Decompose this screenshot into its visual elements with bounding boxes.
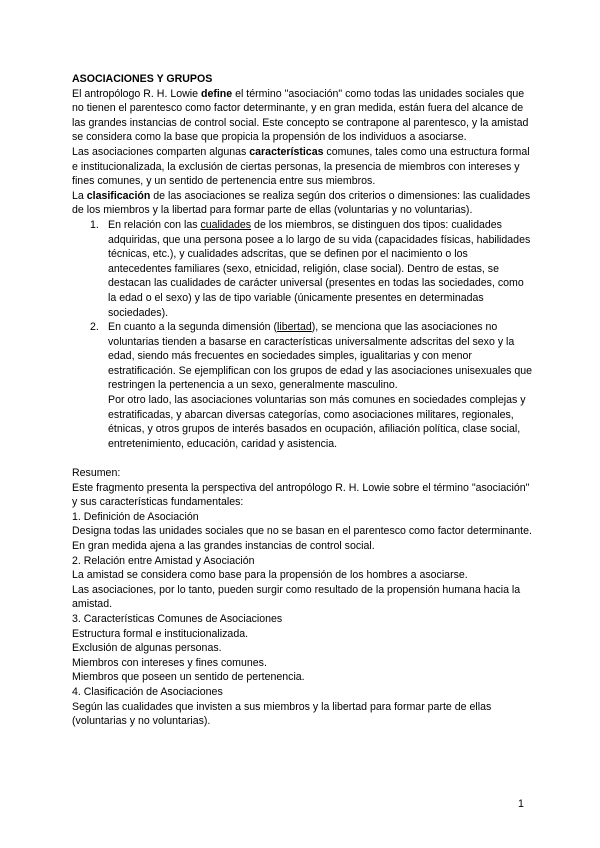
page-number: 1 <box>518 798 524 810</box>
paragraph-definition <box>72 87 532 145</box>
bold-term: clasificación <box>86 189 151 202</box>
summary-line: Según las cualidades que invisten a sus miembros y la libertad para formar parte de ellas (voluntarias y no voluntarias). <box>72 700 492 728</box>
list-item <box>72 218 532 320</box>
text-run: comunes, tales como una estructura formal e institucionalizada, la exclusión de ciertas personas, la presencia de miembros con intereses y fines comunes, y un sentido de pertenencia entre sus miembros. <box>72 145 530 188</box>
text-run: En relación con las <box>108 218 201 231</box>
summary-heading: Resumen: <box>72 467 121 480</box>
bold-term: define <box>200 87 233 100</box>
text-run: La <box>72 189 87 202</box>
summary-line: Designa todas las unidades sociales que no se basan en el parentesco como factor determinante. <box>72 525 532 538</box>
text-run: ), se menciona que las asociaciones no voluntarias tienden a basarse en características universalmente adscritas del sexo y la edad, siendo más frecuentes en sociedades simples, igualitarias y con menor estratificación. Se ejemplifican con los grupos de edad y las asociaciones unisexuales que restringen la pertenencia a un sexo, generalmente masculino. <box>108 321 532 392</box>
text-run: de las asociaciones se realiza según dos criterios o dimensiones: las cualidades de los miembros y la libertad para formar parte de ellas (voluntarias y no voluntarias). <box>72 189 531 217</box>
bold-term: características <box>249 145 324 158</box>
summary-line: La amistad se considera como base para la propensión de los hombres a asociarse. <box>72 569 468 582</box>
summary-line: Exclusión de algunas personas. <box>72 642 222 655</box>
summary-section-heading: 2. Relación entre Amistad y Asociación <box>72 554 255 567</box>
summary-section-heading: 3. Características Comunes de Asociaciones <box>72 612 283 625</box>
document-page <box>72 72 532 729</box>
summary-line: Estructura formal e institucionalizada. <box>72 627 249 640</box>
list-number: 2. <box>90 321 99 334</box>
list-number: 1. <box>90 218 99 231</box>
text-run: de los miembros, se distinguen dos tipos: cualidades adquiridas, que una persona posee a lo largo de su vida (capacidades físicas, habilidades técnicas, etc.), y cualidades adscritas, que se definen por el nacimiento o los antecedentes familiares (sexo, etnicidad, religión, clase social). Dentro de estas, se destacan las cualidades de carácter universal (presentes en todas las sociedades, como la edad o el sexo) y las de tipo variable (únicamente presentes en determinadas sociedades). <box>108 218 531 319</box>
paragraph-classification <box>72 189 532 218</box>
summary-intro: Este fragmento presenta la perspectiva del antropólogo R. H. Lowie sobre el término "asociación" y sus características fundamentales: <box>72 481 530 509</box>
summary-line: Miembros que poseen un sentido de pertenencia. <box>72 671 305 684</box>
spacer <box>72 451 532 466</box>
list-item-continuation: Por otro lado, las asociaciones voluntarias son más comunes en sociedades complejas y estratificadas, y abarcan diversas categorías, como asociaciones militares, regionales, étnicas, y otros grupos de interés basados en ocupación, afiliación política, clase social, entretenimiento, educación, caridad y asistencia. <box>108 394 526 450</box>
summary-line: Las asociaciones, por lo tanto, pueden surgir como resultado de la propensión humana hacia la amistad. <box>72 583 521 611</box>
summary-section-heading: 4. Clasificación de Asociaciones <box>72 685 223 698</box>
underlined-term: libertad <box>277 321 312 334</box>
text-run: En cuanto a la segunda dimensión ( <box>108 321 278 334</box>
summary-line: Miembros con intereses y fines comunes. <box>72 656 267 669</box>
list-item <box>72 320 532 451</box>
summary-line: En gran medida ajena a las grandes instancias de control social. <box>72 540 375 552</box>
classification-list <box>72 218 532 452</box>
summary-section-heading: 1. Definición de Asociación <box>72 510 199 523</box>
text-run: El antropólogo R. H. Lowie <box>72 87 201 100</box>
paragraph-characteristics <box>72 145 532 189</box>
document-title: ASOCIACIONES Y GRUPOS <box>72 73 213 85</box>
text-run: Las asociaciones comparten algunas <box>72 145 250 158</box>
text-run: el término "asociación" como todas las unidades sociales que no tienen el parentesco como factor determinante, y en gran medida, están fuera del alcance de las grandes instancias de control social. Este concepto se contrapone al parentesco, y la amistad se considera como la base que propicia la propensión de los individuos a asociarse. <box>72 87 529 144</box>
underlined-term: cualidades <box>200 218 252 231</box>
